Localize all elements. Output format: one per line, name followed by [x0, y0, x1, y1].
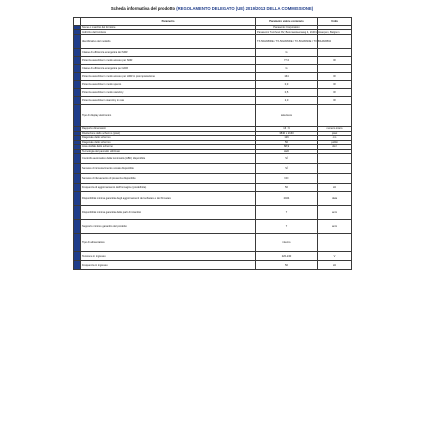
- row-unit: anni: [318, 220, 352, 234]
- row-value: SÌ: [256, 154, 318, 164]
- table-row: [74, 261, 352, 270]
- row-unit: W: [318, 57, 352, 65]
- row-value: G: [256, 65, 318, 73]
- table-header-row: [74, 18, 352, 26]
- row-value: 7: [256, 220, 318, 234]
- title-prefix: Scheda informativa del prodotto: [110, 6, 177, 11]
- header-parameter: Parametro: [81, 18, 256, 26]
- table-body: [74, 26, 352, 270]
- row-label: Diagonale dello schermo: [81, 136, 256, 141]
- row-label: Potenza assorbita in modo stand-by: [81, 89, 256, 97]
- table-row: [74, 184, 352, 192]
- row-unit: cm: [318, 136, 352, 141]
- row-label: Disponibilità minima garantita degli aggiornamenti del software e del firmware: [81, 192, 256, 206]
- row-value: TX-50HX800E / TX-50HX830E / TX-50HX810E / TX-50HXW804: [256, 35, 318, 49]
- row-value: 0,5: [256, 89, 318, 97]
- row-unit: pollici: [318, 140, 352, 145]
- row-unit: pixel: [318, 131, 352, 136]
- row-marker: [74, 234, 81, 252]
- row-label: Tipo di display elettronico: [81, 105, 256, 127]
- row-label: Frequenza in ingresso: [81, 261, 256, 270]
- row-label: Sensore di riconoscimento vocale disponibile: [81, 164, 256, 174]
- row-value: NO: [256, 174, 318, 184]
- row-value: 7: [256, 206, 318, 220]
- table-row: [74, 174, 352, 184]
- table-row: [74, 35, 352, 49]
- row-label: Identificativo del modello: [81, 35, 256, 49]
- row-unit: dm²: [318, 145, 352, 150]
- row-unit: [318, 164, 352, 174]
- row-value: Panasonic Turnhout NV, Boomsesteenweg 4, 2100 Antwerpen, Belgium: [257, 30, 340, 34]
- table-row: [74, 49, 352, 57]
- row-marker: [74, 252, 81, 261]
- row-label: Classe di efficienza energetica per HDR: [81, 65, 256, 73]
- row-value: televisore: [256, 105, 318, 127]
- row-value: interno: [256, 234, 318, 252]
- row-label: Nome o marchio del fornitore: [81, 26, 256, 30]
- row-label: Area visibile dello schermo: [81, 145, 256, 150]
- table-row: [74, 97, 352, 105]
- sheet-title: [73, 5, 351, 13]
- row-value: 16 : 9: [256, 127, 318, 132]
- row-value: 0,3: [256, 81, 318, 89]
- row-unit: [318, 65, 352, 73]
- row-value: 50: [256, 140, 318, 145]
- row-label: Tipo di alimentatore: [81, 234, 256, 252]
- product-information-sheet: [73, 5, 351, 419]
- row-marker: [74, 35, 81, 49]
- row-label: Frequenza di aggiornamento dell'immagine (predefinita): [81, 184, 256, 192]
- row-unit: [318, 49, 352, 57]
- row-label: Classe di efficienza energetica del SDR: [81, 49, 256, 57]
- row-label: Disponibilità minima garantita delle parti di ricambio: [81, 206, 256, 220]
- row-label: Potenza assorbita in stand-by in rete: [81, 97, 256, 105]
- row-marker: [74, 192, 81, 206]
- row-value: 2,0: [256, 97, 318, 105]
- row-label: Sensore di rilevamento di presenza disponibile: [81, 174, 256, 184]
- row-unit: W: [318, 81, 352, 89]
- row-unit: data: [318, 192, 352, 206]
- table-row: [74, 192, 352, 206]
- table-row: [74, 73, 352, 81]
- row-unit: numero intero: [318, 127, 352, 132]
- row-value: LED: [256, 149, 318, 154]
- table-row: [74, 65, 352, 73]
- row-marker: [74, 261, 81, 270]
- row-marker: [74, 97, 81, 105]
- row-unit: [318, 105, 352, 127]
- row-marker: [74, 89, 81, 97]
- row-unit: W: [318, 97, 352, 105]
- row-unit: anni: [318, 206, 352, 220]
- row-value: 2024: [256, 192, 318, 206]
- row-unit: [318, 154, 352, 164]
- table-row: [74, 154, 352, 164]
- row-value: 77.0: [256, 57, 318, 65]
- row-label: Indirizzo del fornitore: [81, 30, 256, 35]
- row-value: 126: [256, 136, 318, 141]
- table-row: [74, 81, 352, 89]
- row-marker: [74, 57, 81, 65]
- table-row: [74, 206, 352, 220]
- row-value: 50: [256, 184, 318, 192]
- row-marker: [74, 220, 81, 234]
- row-label: Controllo automatico della luminosità (ABC) disponibile: [81, 154, 256, 164]
- row-label: Tecnologia del pannello utilizzato: [81, 149, 256, 154]
- table-row: [74, 164, 352, 174]
- table-row: [74, 252, 352, 261]
- header-unit: Unità: [318, 18, 352, 26]
- row-marker: [74, 73, 81, 81]
- table-row: [74, 234, 352, 252]
- row-value: SÌ: [256, 164, 318, 174]
- row-unit: Hz: [318, 261, 352, 270]
- parameter-table: [73, 17, 352, 270]
- row-marker: [74, 206, 81, 220]
- row-unit: V: [318, 252, 352, 261]
- row-value: 220-240: [256, 252, 318, 261]
- title-regulation: (REGOLAMENTO DELEGATO (UE) 2019/2013 DELLA COMMISSIONE): [176, 6, 314, 11]
- row-marker: [74, 154, 81, 164]
- table-row: [74, 89, 352, 97]
- row-marker: [74, 81, 81, 89]
- row-label: Supporto minimo garantito del prodotto: [81, 220, 256, 234]
- row-unit: W: [318, 73, 352, 81]
- table-row: [74, 57, 352, 65]
- row-marker: [74, 184, 81, 192]
- row-marker: [74, 65, 81, 73]
- row-label: Tensione in ingresso: [81, 252, 256, 261]
- row-label: Potenza assorbita in modo acceso per HDR in preimpostazione: [81, 73, 256, 81]
- header-value: Parametro valore contenuto: [256, 18, 318, 26]
- row-value: Panasonic Corporation: [256, 26, 318, 30]
- row-value: 164: [256, 73, 318, 81]
- row-unit: Hz: [318, 184, 352, 192]
- row-marker: [74, 174, 81, 184]
- table-row: [74, 220, 352, 234]
- row-label: Diagonale dello schermo: [81, 140, 256, 145]
- row-unit: [318, 234, 352, 252]
- row-marker: [74, 105, 81, 127]
- row-label: Rapporto dimensioni: [81, 127, 256, 132]
- table-row: [74, 105, 352, 127]
- row-value: G: [256, 49, 318, 57]
- row-value: 68,9: [256, 145, 318, 150]
- row-marker: [74, 164, 81, 174]
- row-label: Risoluzione dello schermo (pixel): [81, 131, 256, 136]
- row-unit: [318, 174, 352, 184]
- row-value: 3840 x 2160: [256, 131, 318, 136]
- row-label: Potenza assorbita in modo acceso per SDR: [81, 57, 256, 65]
- row-label: Potenza assorbita in modo spento: [81, 81, 256, 89]
- row-unit: W: [318, 89, 352, 97]
- row-marker: [74, 49, 81, 57]
- row-value: 50: [256, 261, 318, 270]
